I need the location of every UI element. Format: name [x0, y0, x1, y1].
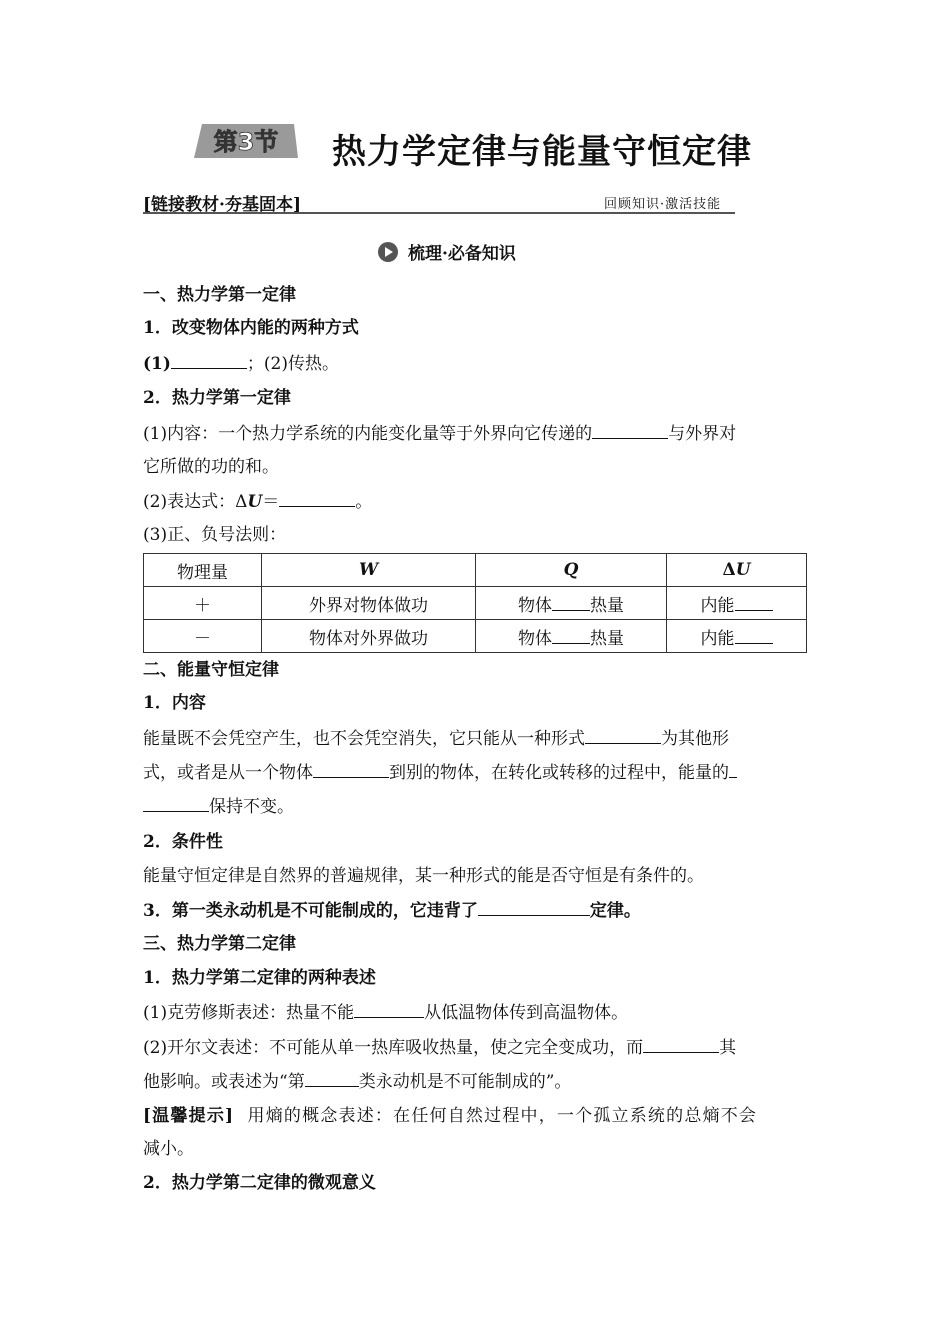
section-badge	[194, 124, 298, 158]
table-cell	[476, 587, 667, 620]
table-header-row	[144, 554, 807, 587]
section-badge-text: 第3节	[213, 128, 279, 156]
fill-blank[interactable]	[592, 422, 668, 439]
text: (2)开尔文表述：不可能从单一热库吸收热量，使之完全变成功，而	[143, 1038, 644, 1058]
fill-blank[interactable]	[729, 761, 737, 778]
fill-blank[interactable]	[552, 594, 590, 611]
tip-cont: 减小。	[143, 1139, 194, 1159]
band-left-label: [链接教材·夯基固本]	[143, 195, 302, 215]
fill-blank[interactable]	[171, 352, 247, 369]
table-cell: ＋	[144, 587, 262, 620]
item-2-1a	[143, 727, 729, 750]
text: 类永动机是不可能制成的”。	[358, 1072, 572, 1092]
item-3-1c	[143, 1070, 571, 1093]
table-row	[144, 587, 807, 620]
text: (1)内容：一个热力学系统的内能变化量等于外界向它传递的	[143, 424, 593, 444]
page-title: 热力学定律与能量守恒定律	[332, 132, 752, 172]
text: 物体	[518, 628, 552, 649]
section-3-title: 三、热力学第二定律	[143, 934, 296, 954]
band-divider	[143, 212, 735, 214]
text: 热量	[590, 595, 624, 616]
table-cell: 物体对外界做功	[262, 620, 476, 653]
table-header-cell: Q	[476, 554, 667, 587]
tip	[143, 1105, 757, 1127]
tip-label: [温馨提示]	[143, 1106, 235, 1126]
item-2-2a: 能量守恒定律是自然界的普遍规律，某一种形式的能是否守恒是有条件的。	[143, 866, 704, 886]
item-1-1: 1．改变物体内能的两种方式	[143, 318, 359, 338]
item-3-1b	[143, 1036, 736, 1059]
text: 保持不变。	[209, 797, 294, 817]
item-1-2c: (3)正、负号法则：	[143, 525, 287, 545]
text: 。	[355, 492, 373, 512]
tip-text: 用熵的概念表述：在任何自然过程中，一个孤立系统的总熵不会	[247, 1106, 758, 1126]
subheading	[378, 239, 516, 264]
text: 3．第一类永动机是不可能制成的，它违背了	[143, 901, 478, 921]
table-cell: －	[144, 620, 262, 653]
fill-blank[interactable]	[305, 1070, 359, 1087]
text: (2)表达式：Δ	[143, 492, 248, 512]
fill-blank[interactable]	[354, 1001, 424, 1018]
text: 他影响。或表述为“第	[143, 1072, 305, 1092]
table-cell	[476, 620, 667, 653]
text: 为其他形	[661, 729, 729, 749]
table-cell: 外界对物体做功	[262, 587, 476, 620]
section-1-title: 一、热力学第一定律	[143, 285, 296, 305]
text: ；(2)传热。	[246, 354, 340, 374]
text: 定律。	[589, 901, 641, 921]
fill-blank[interactable]	[643, 1036, 719, 1053]
fill-blank[interactable]	[279, 490, 355, 507]
item-2-1b	[143, 761, 737, 784]
item-1-2b	[143, 490, 372, 513]
fill-blank[interactable]	[143, 795, 209, 812]
text: 从低温物体传到高温物体。	[424, 1003, 629, 1023]
band-right-label: 回顾知识·激活技能	[604, 197, 722, 212]
play-icon	[378, 242, 398, 262]
item-1-2a-cont: 它所做的功的和。	[143, 457, 279, 477]
table-cell	[667, 620, 807, 653]
table-header-cell: W	[262, 554, 476, 587]
section-2-title: 二、能量守恒定律	[143, 660, 279, 680]
table-header-cell: 物理量	[144, 554, 262, 587]
sign-rule-table	[143, 553, 807, 653]
fill-blank[interactable]	[735, 594, 773, 611]
subheading-text: 梳理·必备知识	[408, 244, 516, 264]
item-1-2a	[143, 422, 736, 445]
item-2-2: 2．条件性	[143, 832, 223, 852]
text: 与外界对	[668, 424, 737, 444]
text: 能量既不会凭空产生，也不会凭空消失，它只能从一种形式	[143, 729, 585, 749]
text: 其	[719, 1038, 737, 1058]
item-3-1: 1．热力学第二定律的两种表述	[143, 968, 376, 988]
fill-blank[interactable]	[585, 727, 661, 744]
text: 到别的物体，在转化或转移的过程中，能量的	[389, 763, 729, 783]
text: (1)克劳修斯表述：热量不能	[143, 1003, 355, 1023]
table-row	[144, 620, 807, 653]
fill-blank[interactable]	[735, 627, 773, 644]
table-header-cell: ΔU	[667, 554, 807, 587]
item-2-3	[143, 899, 641, 922]
text: ＝	[262, 492, 280, 512]
fill-blank[interactable]	[313, 761, 389, 778]
text: 式，或者是从一个物体	[143, 763, 313, 783]
item-2-1: 1．内容	[143, 693, 206, 713]
item-3-1a	[143, 1001, 628, 1024]
table-cell	[667, 587, 807, 620]
text: 热量	[590, 628, 624, 649]
item-1-1a	[143, 352, 339, 375]
fill-blank[interactable]	[552, 627, 590, 644]
item-1-2: 2．热力学第一定律	[143, 388, 291, 408]
text: 内能	[700, 628, 735, 649]
label: (1)	[143, 354, 171, 374]
variable: U	[247, 492, 263, 512]
fill-blank[interactable]	[478, 899, 590, 916]
text: 内能	[700, 595, 735, 616]
item-3-2: 2．热力学第二定律的微观意义	[143, 1173, 376, 1193]
text: 物体	[518, 595, 552, 616]
item-2-1c	[143, 795, 294, 818]
